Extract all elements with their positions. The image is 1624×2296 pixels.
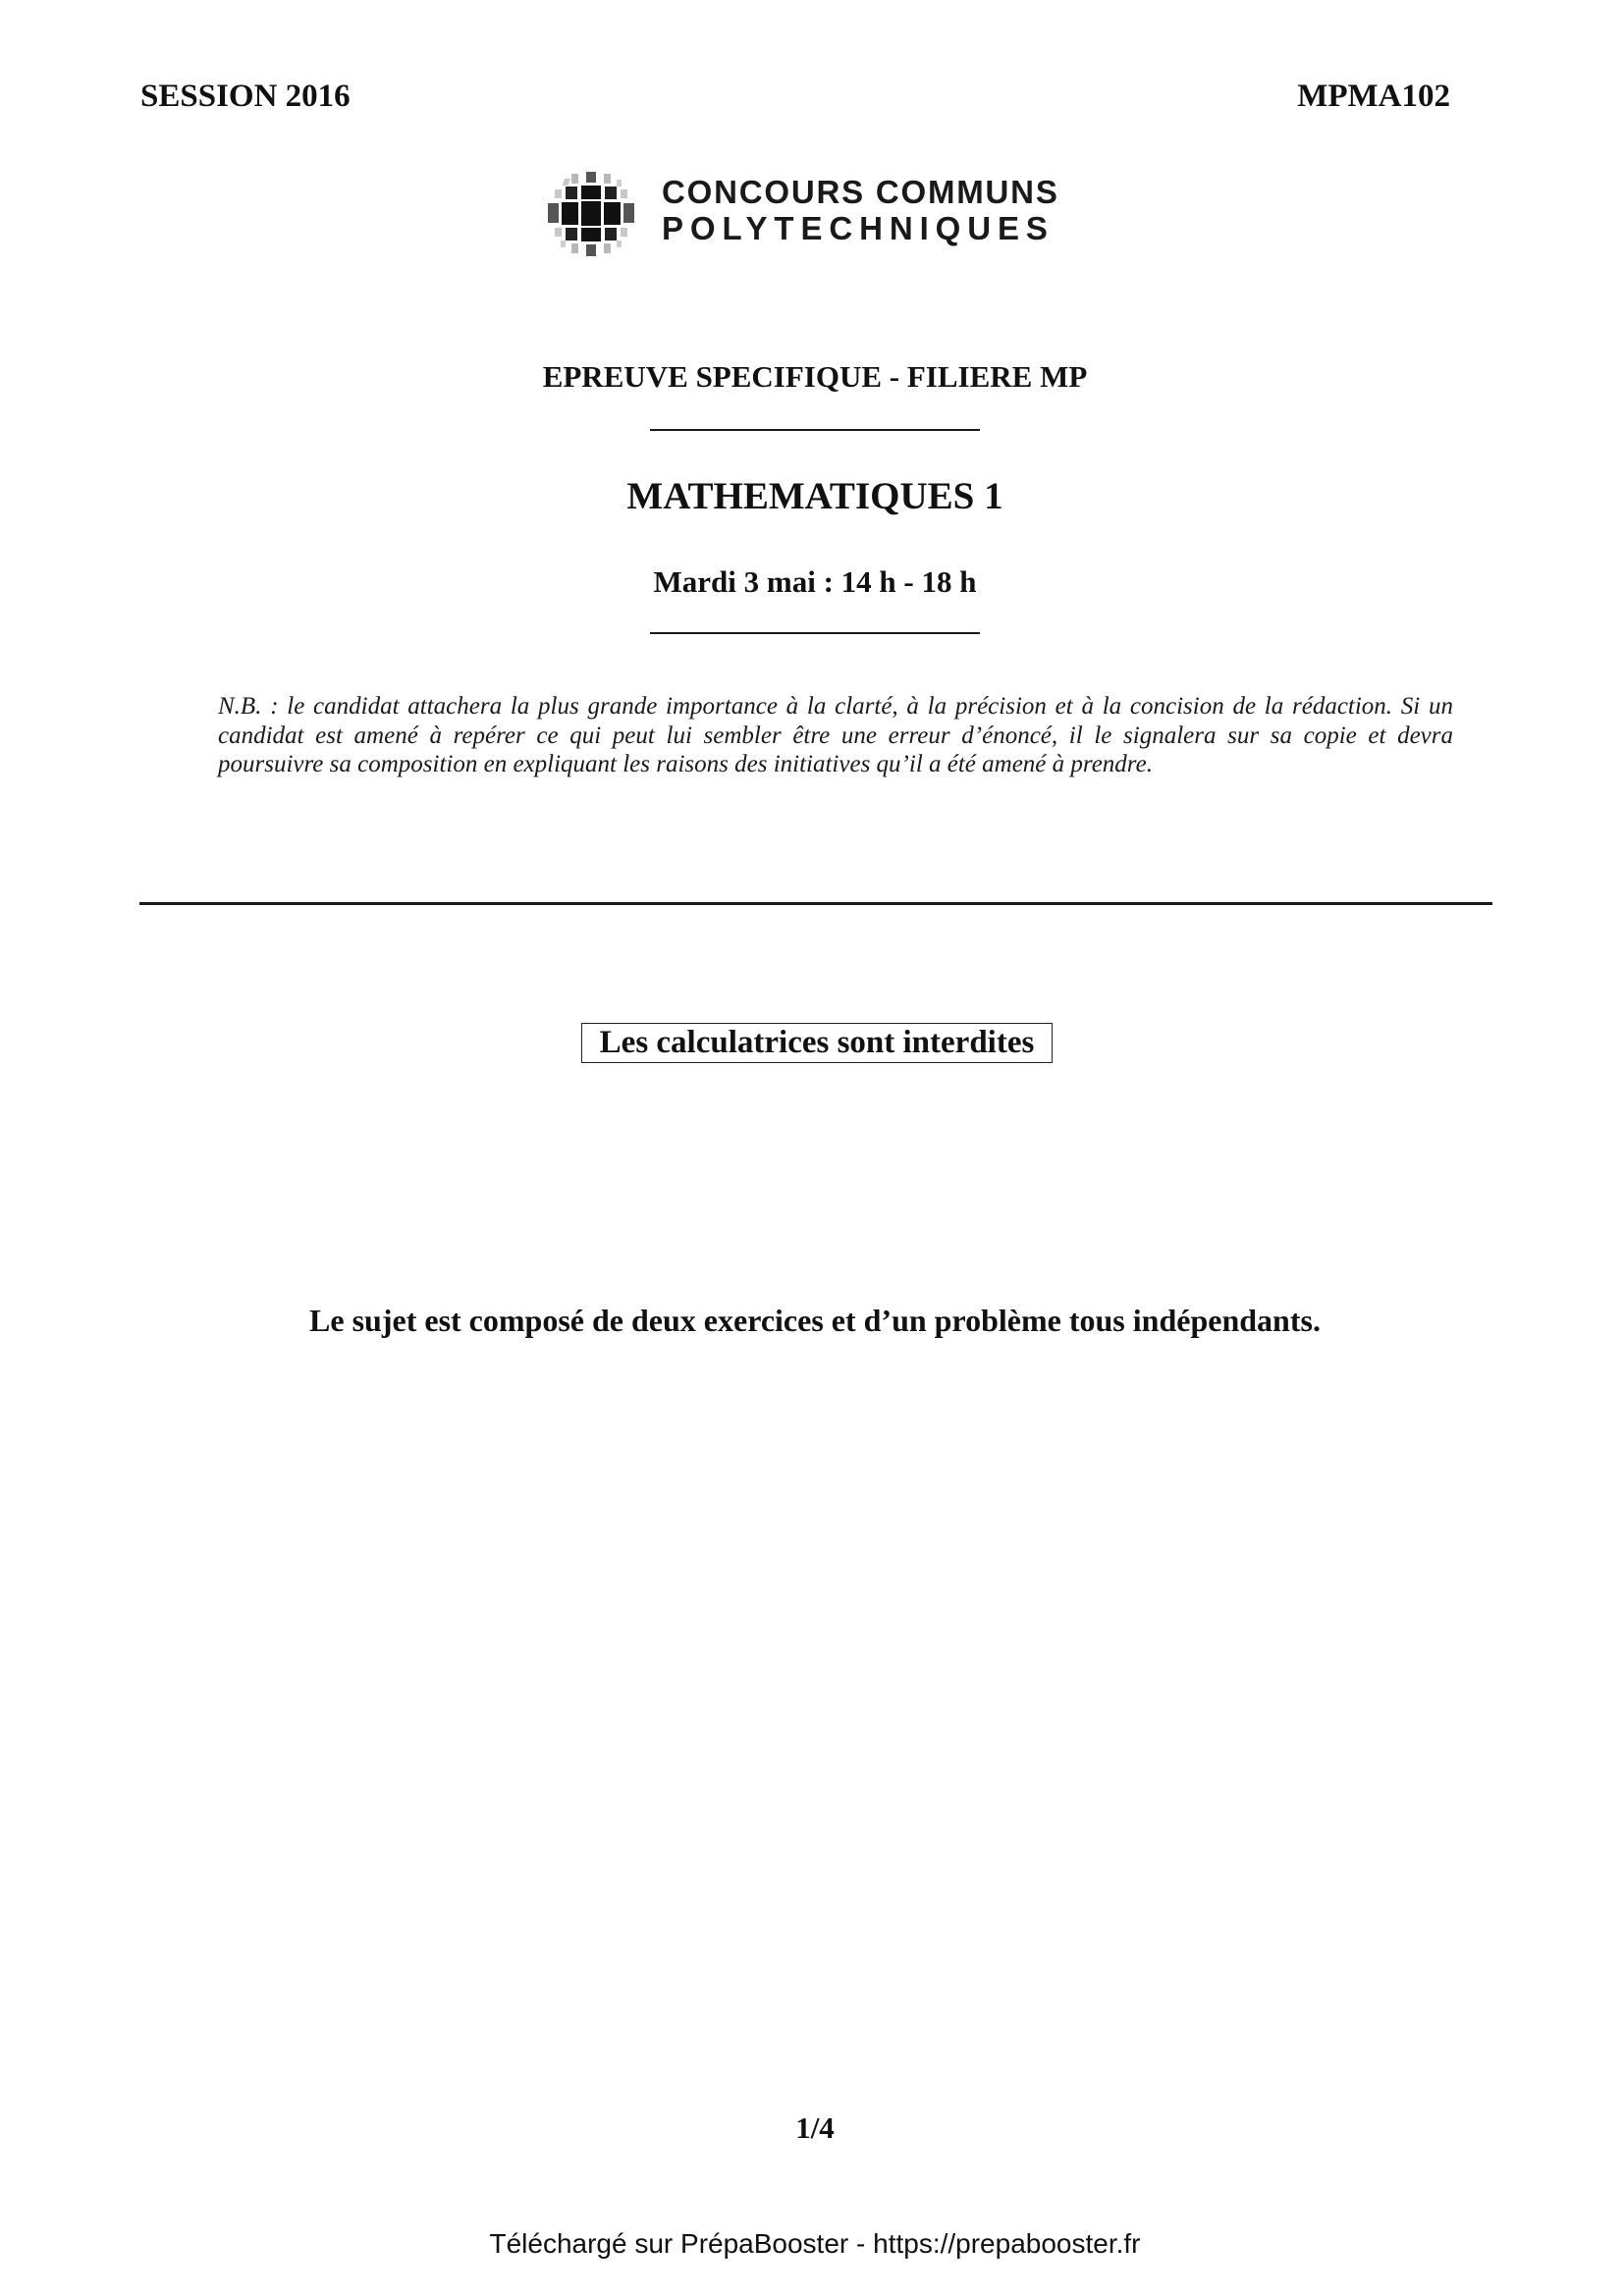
page-number: 1/4 <box>795 2110 835 2145</box>
calculator-notice-text: Les calculatrices sont interdites <box>599 1025 1035 1060</box>
schedule-divider <box>650 632 980 634</box>
exam-schedule: Mardi 3 mai : 14 h - 18 h <box>653 564 977 599</box>
logo-text-polytechniques: POLYTECHNIQUES <box>662 210 1055 246</box>
download-watermark: Téléchargé sur PrépaBooster - https://prepabooster.fr <box>489 2228 1141 2259</box>
session-label: SESSION 2016 <box>140 79 351 114</box>
logo-text-concours-communs: CONCOURS COMMUNS <box>662 174 1059 210</box>
calculator-notice-box <box>581 1023 1053 1063</box>
subject-title: MATHEMATIQUES 1 <box>626 475 1003 517</box>
section-divider <box>139 902 1492 905</box>
subject-composition-line: Le sujet est composé de deux exercices et d’un problème tous indépendants. <box>309 1303 1321 1338</box>
exam-code: MPMA102 <box>1297 79 1450 114</box>
title-divider <box>650 429 980 431</box>
candidate-notice: N.B. : le candidat attachera la plus grande importance à la clarté, à la précision et à la concision de la rédaction. Si un candidat est amené à repérer ce qui peut lui sembler être une erreur d’énoncé, il le signalera sur sa copie et devra poursuivre sa composition en expliquant les raisons des initiatives qu’il a été amené à prendre. <box>218 693 1453 778</box>
exam-track-title: EPREUVE SPECIFIQUE - FILIERE MP <box>542 359 1088 394</box>
ccp-logo <box>546 169 1066 259</box>
globe-grid-icon <box>548 171 634 257</box>
